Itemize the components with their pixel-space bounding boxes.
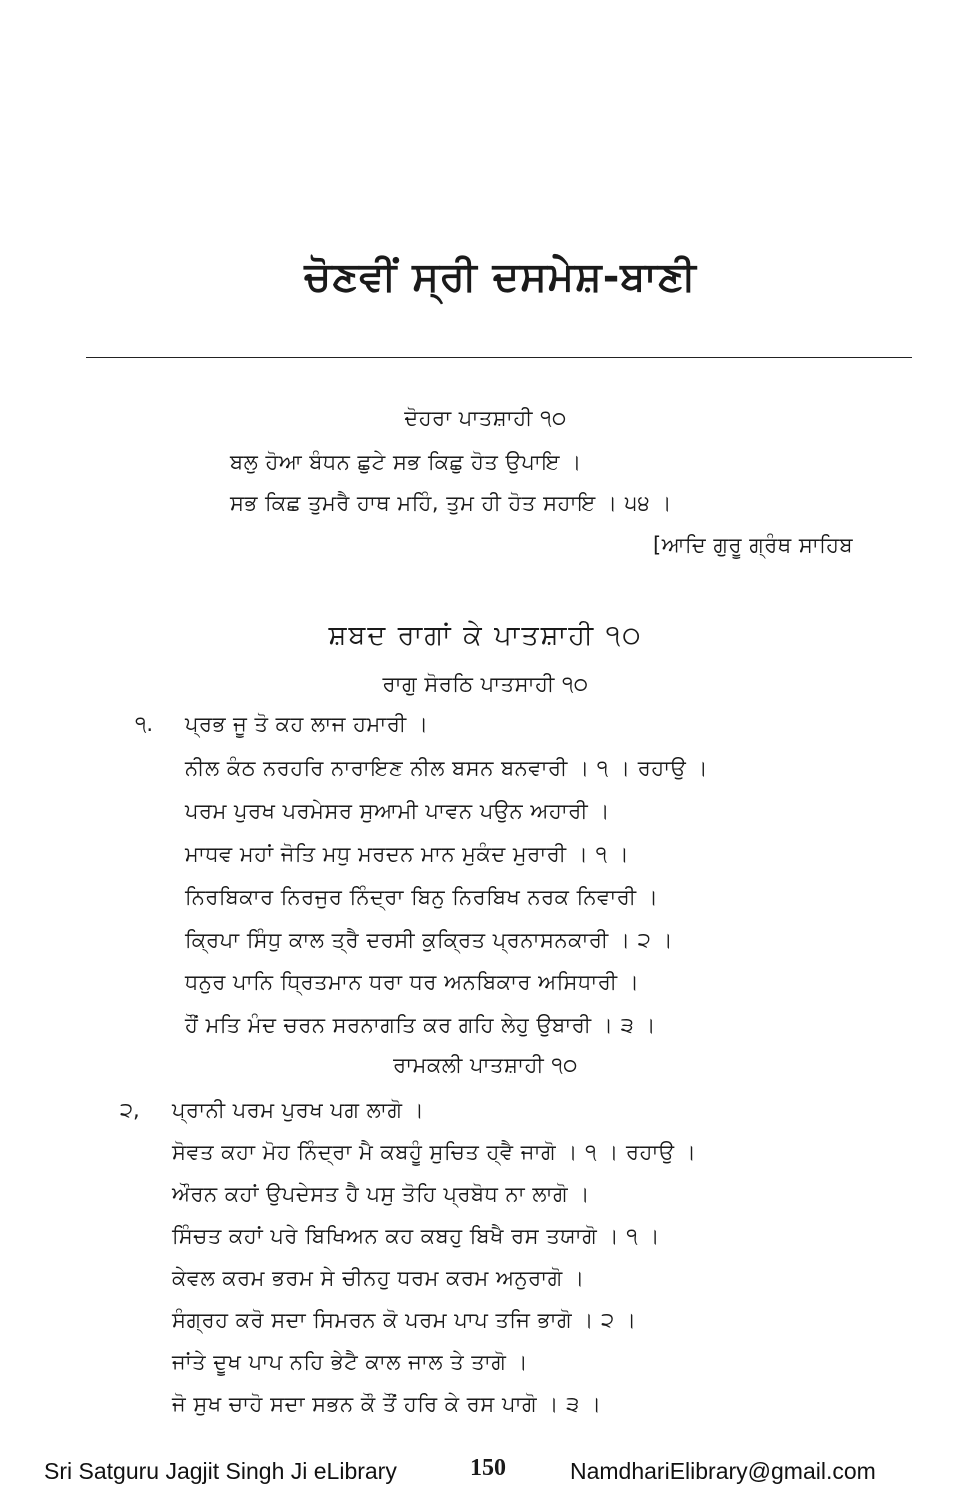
- dohra-source: [ਆਦਿ ਗੁਰੂ ਗ੍ਰੰਥ ਸਾਹਿਬ: [653, 533, 854, 557]
- shabad1-line: ਨੀਲ ਕੰਠ ਨਰਹਰਿ ਨਾਰਾਇਣ ਨੀਲ ਬਸਨ ਬਨਵਾਰੀ । ੧ । ਰਹਾਉ ।: [185, 756, 709, 780]
- footer-email: NamdhariElibrary@gmail.com: [570, 1458, 876, 1484]
- shabad2-line: ਸੰਗ੍ਰਹ ਕਰੋ ਸਦਾ ਸਿਮਰਨ ਕੋ ਪਰਮ ਪਾਪ ਤਜਿ ਭਾਗੋ । ੨ ।: [172, 1308, 637, 1332]
- shabad1-line: ਧਨੁਰ ਪਾਨਿ ਧ੍ਰਿਤਮਾਨ ਧਰਾ ਧਰ ਅਨਬਿਕਾਰ ਅਸਿਧਾਰੀ ।: [185, 970, 640, 994]
- footer-library-name: Sri Satguru Jagjit Singh Ji eLibrary: [44, 1458, 397, 1484]
- shabad1-line: ਨਿਰਬਿਕਾਰ ਨਿਰਜੁਰ ਨਿੰਦ੍ਰਾ ਬਿਨੁ ਨਿਰਬਿਖ ਨਰਕ ਨਿਵਾਰੀ ।: [185, 885, 659, 909]
- dohra-line-1: ਬਲੁ ਹੋਆ ਬੰਧਨ ਛੁਟੇ ਸਭ ਕਿਛੁ ਹੋਤ ਉਪਾਇ ।: [230, 450, 582, 474]
- shabad2-number: ੨,: [120, 1098, 140, 1122]
- shabad2-line: ਜਾਂਤੇ ਦੂਖ ਪਾਪ ਨਹਿ ਭੇਟੈ ਕਾਲ ਜਾਲ ਤੇ ਤਾਗੋ ।: [172, 1350, 529, 1374]
- shabad2-line: ਕੇਵਲ ਕਰਮ ਭਰਮ ਸੇ ਚੀਨਹੁ ਧਰਮ ਕਰਮ ਅਨੁਰਾਗੋ ।: [172, 1266, 585, 1290]
- shabad2-line: ਸਿੰਚਤ ਕਹਾਂ ਪਰੇ ਬਿਖਿਅਨ ਕਹ ਕਬਹੁ ਬਿਖੈ ਰਸ ਤਯਾਗੋ । ੧ ।: [172, 1224, 661, 1248]
- shabad1-line: ਪ੍ਰਭ ਜੂ ਤੋ ਕਹ ਲਾਜ ਹਮਾਰੀ ।: [185, 712, 429, 736]
- shabad1-line: ਪਰਮ ਪੁਰਖ ਪਰਮੇਸਰ ਸੁਆਮੀ ਪਾਵਨ ਪਉਨ ਅਹਾਰੀ ।: [185, 799, 610, 823]
- shabad2-line: ਔਰਨ ਕਹਾਂ ਉਪਦੇਸਤ ਹੈ ਪਸੁ ਤੋਹਿ ਪ੍ਰਬੋਧ ਨਾ ਲਾਗੋ ।: [172, 1182, 590, 1206]
- shabad2-line: ਜੋ ਸੁਖ ਚਾਹੋ ਸਦਾ ਸਭਨ ਕੌ ਤੌਂ ਹਰਿ ਕੇ ਰਸ ਪਾਗੋ । ੩ ।: [172, 1392, 602, 1416]
- shabad2-line: ਸੋਵਤ ਕਹਾ ਮੋਹ ਨਿੰਦ੍ਰਾ ਮੈ ਕਬਹੂੰ ਸੁਚਿਤ ਹ੍ਵੈ ਜਾਗੋ । ੧ । ਰਹਾਉ ।: [172, 1140, 697, 1164]
- page-number: 150: [470, 1455, 506, 1481]
- shabad2-raag: ਰਾਮਕਲੀ ਪਾਤਸ਼ਾਹੀ ੧੦: [393, 1053, 578, 1077]
- title-divider: [86, 357, 912, 358]
- page-title: ਚੋਣਵੀਂ ਸ੍ਰੀ ਦਸਮੇਸ਼-ਬਾਣੀ: [304, 254, 697, 300]
- shabad1-number: ੧.: [135, 712, 154, 736]
- shabad1-line: ਹੌਂ ਮਤਿ ਮੰਦ ਚਰਨ ਸਰਨਾਗਤਿ ਕਰ ਗਹਿ ਲੇਹੁ ਉਬਾਰੀ । ੩ ।: [185, 1013, 657, 1037]
- shabad2-line: ਪ੍ਰਾਨੀ ਪਰਮ ਪੁਰਖ ਪਗ ਲਾਗੋ ।: [172, 1098, 425, 1122]
- shabad1-line: ਮਾਧਵ ਮਹਾਂ ਜੋਤਿ ਮਧੁ ਮਰਦਨ ਮਾਨ ਮੁਕੰਦ ਮੁਰਾਰੀ । ੧ ।: [185, 842, 630, 866]
- dohra-heading: ਦੋਹਰਾ ਪਾਤਸ਼ਾਹੀ ੧੦: [404, 406, 567, 430]
- dohra-line-2: ਸਭ ਕਿਛ ਤੁਮਰੈ ਹਾਥ ਮਹਿੰ, ਤੁਮ ਹੀ ਹੋਤ ਸਹਾਇ । ੫੪ ।: [230, 491, 673, 515]
- shabad-heading: ਸ਼ਬਦ ਰਾਗਾਂ ਕੇ ਪਾਤਸ਼ਾਹੀ ੧੦: [328, 620, 643, 651]
- shabad1-raag: ਰਾਗੁ ਸੋਰਠਿ ਪਾਤਸਾਹੀ ੧੦: [382, 672, 589, 696]
- shabad1-line: ਕ੍ਰਿਪਾ ਸਿੰਧੁ ਕਾਲ ਤ੍ਰੈ ਦਰਸੀ ਕੁਕ੍ਰਿਤ ਪ੍ਰਨਾਸਨਕਾਰੀ । ੨ ।: [185, 928, 674, 952]
